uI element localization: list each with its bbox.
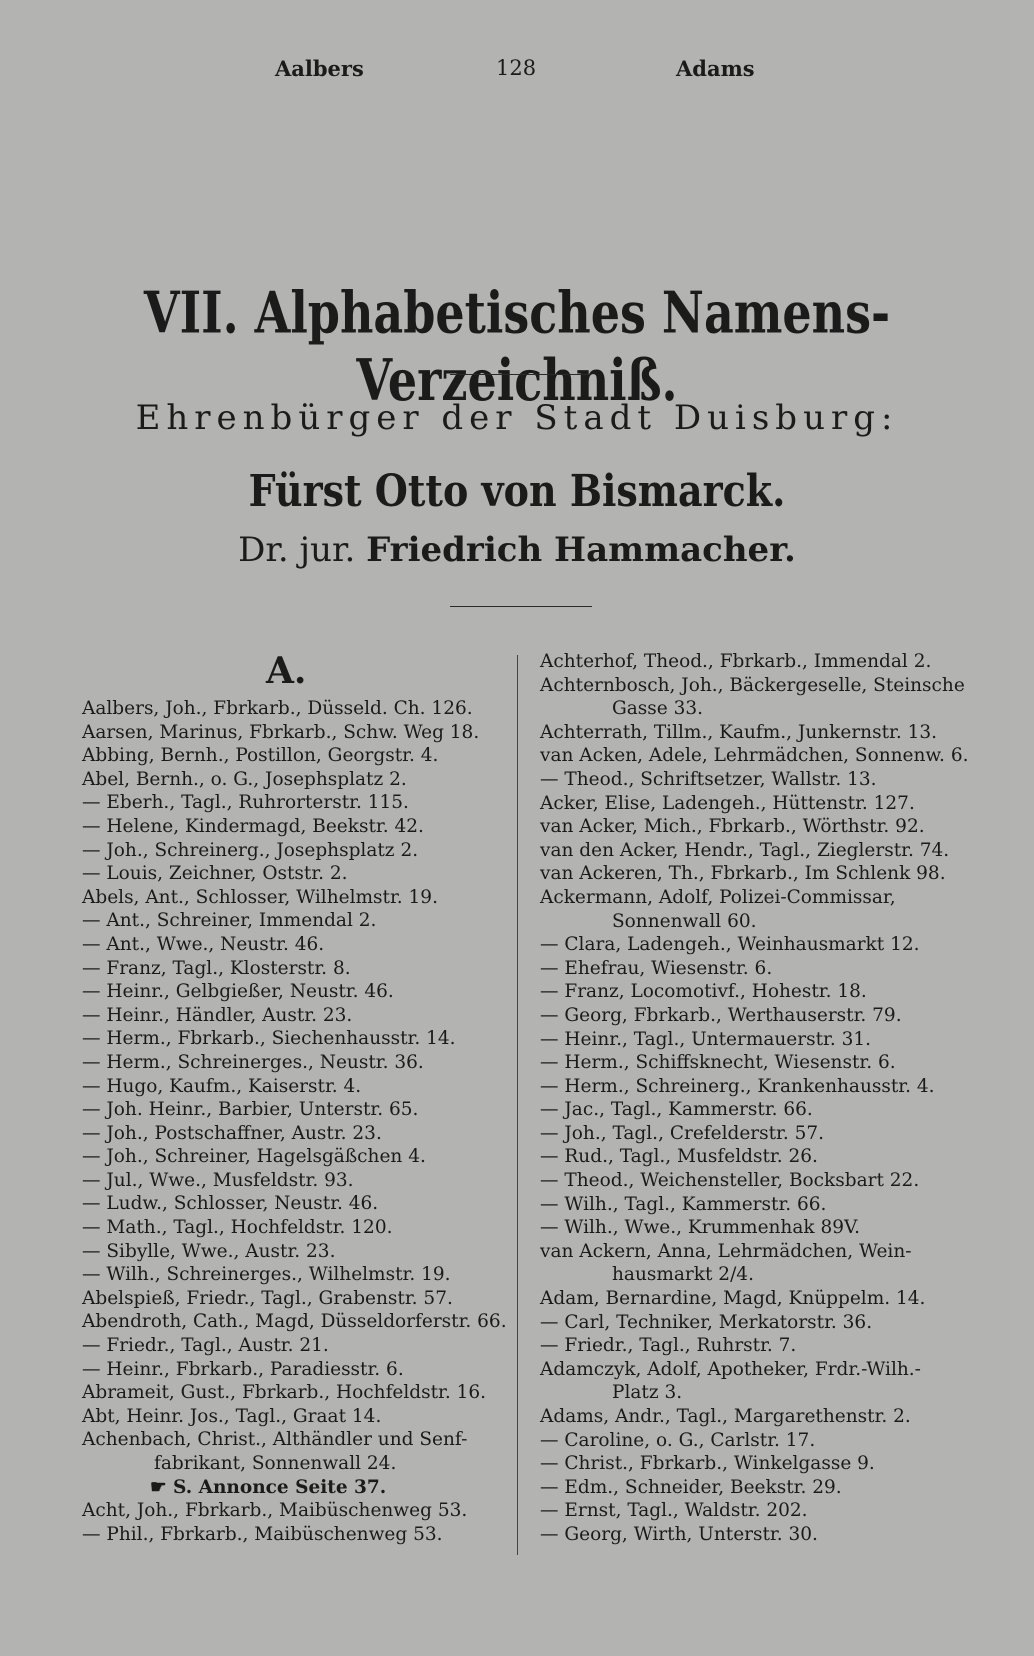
directory-entry: — Joh., Postschaffner, Austr. 23. — [82, 1122, 382, 1144]
directory-entry: — Caroline, o. G., Carlstr. 17. — [540, 1429, 816, 1451]
directory-entry: Aalbers, Joh., Fbrkarb., Düsseld. Ch. 126. — [82, 698, 473, 719]
directory-entry: — Wilh., Schreinerges., Wilhelmstr. 19. — [82, 1264, 451, 1286]
directory-entry: — Herm., Schreinerg., Krankenhausstr. 4. — [540, 1075, 935, 1097]
divider-rule — [450, 374, 590, 375]
directory-entry: — Heinr., Händler, Austr. 23. — [82, 1004, 353, 1026]
directory-entry: — Ant., Schreiner, Immendal 2. — [82, 910, 377, 932]
directory-entry: — Christ., Fbrkarb., Winkelgasse 9. — [540, 1453, 875, 1475]
directory-entry: van den Acker, Hendr., Tagl., Zieglerstr. 74. — [540, 839, 950, 861]
running-head-right: Adams — [676, 56, 755, 81]
directory-entry: — Wilh., Wwe., Krummenhak 89V. — [540, 1217, 861, 1239]
directory-entry: Abt, Heinr. Jos., Tagl., Graat 14. — [82, 1405, 382, 1427]
directory-entry: — Heinr., Tagl., Untermauerstr. 31. — [540, 1028, 872, 1050]
honorary-citizen-1: Fürst Otto von Bismarck. — [248, 464, 786, 517]
directory-entry: fabrikant, Sonnenwall 24. — [154, 1453, 397, 1474]
directory-entry: — Georg, Wirth, Unterstr. 30. — [540, 1523, 818, 1545]
directory-entry: — Friedr., Tagl., Ruhrstr. 7. — [540, 1335, 797, 1357]
directory-entry: — Hugo, Kaufm., Kaiserstr. 4. — [82, 1075, 362, 1097]
directory-entry: — Math., Tagl., Hochfeldstr. 120. — [82, 1217, 393, 1239]
directory-entry: Aarsen, Marinus, Fbrkarb., Schw. Weg 18. — [82, 721, 480, 743]
directory-entry: Achterrath, Tillm., Kaufm., Junkernstr. 13. — [540, 721, 938, 743]
directory-entry: — Phil., Fbrkarb., Maibüschenweg 53. — [82, 1523, 443, 1545]
directory-entry: — Jul., Wwe., Musfeldstr. 93. — [82, 1169, 354, 1191]
directory-entry: — Helene, Kindermagd, Beekstr. 42. — [82, 815, 424, 837]
directory-entry: van Acken, Adele, Lehrmädchen, Sonnenw. 6. — [540, 745, 969, 767]
directory-entry: — Heinr., Fbrkarb., Paradiesstr. 6. — [82, 1358, 404, 1380]
directory-entry: — Heinr., Gelbgießer, Neustr. 46. — [82, 981, 394, 1003]
directory-entry: — Herm., Schiffsknecht, Wiesenstr. 6. — [540, 1052, 896, 1074]
directory-entry: — Herm., Fbrkarb., Siechenhausstr. 14. — [82, 1028, 456, 1050]
directory-entry: Achenbach, Christ., Althändler und Senf- — [82, 1429, 468, 1451]
directory-entry: Abel, Bernh., o. G., Josephsplatz 2. — [82, 768, 407, 790]
directory-entry: — Louis, Zeichner, Oststr. 2. — [82, 863, 348, 885]
directory-entry: Abelspieß, Friedr., Tagl., Grabenstr. 57. — [82, 1287, 453, 1309]
directory-entry: — Ehefrau, Wiesenstr. 6. — [540, 957, 773, 979]
directory-entry: — Franz, Locomotivf., Hohestr. 18. — [540, 981, 867, 1003]
directory-entry: Abels, Ant., Schlosser, Wilhelmstr. 19. — [82, 886, 438, 908]
directory-entry: — Theod., Weichensteller, Bocksbart 22. — [540, 1170, 920, 1192]
letter-heading: A. — [266, 650, 307, 692]
directory-entry: Gasse 33. — [612, 698, 704, 720]
directory-entry: — Rud., Tagl., Musfeldstr. 26. — [540, 1146, 818, 1168]
section-title: VII. Alphabetisches Namens-Verzeichniß. — [143, 278, 891, 414]
running-head — [0, 56, 1034, 86]
directory-entry: Abendroth, Cath., Magd, Düsseldorferstr. 66. — [82, 1311, 507, 1333]
running-head-left: Aalbers — [275, 56, 364, 81]
left-column — [82, 697, 512, 1546]
directory-entry: — Theod., Schriftsetzer, Wallstr. 13. — [540, 768, 877, 790]
directory-entry: Adams, Andr., Tagl., Margarethenstr. 2. — [540, 1406, 911, 1427]
directory-entry: Abbing, Bernh., Postillon, Georgstr. 4. — [82, 745, 439, 767]
annonce-note: ☛ S. Annonce Seite 37. — [150, 1476, 387, 1498]
directory-entry: — Joh., Schreinerg., Josephsplatz 2. — [82, 839, 419, 861]
directory-entry: — Ant., Wwe., Neustr. 46. — [82, 933, 325, 955]
honorary-citizen-2 — [0, 530, 1034, 570]
directory-entry: van Ackeren, Th., Fbrkarb., Im Schlenk 98. — [540, 863, 946, 885]
directory-entry: Achterhof, Theod., Fbrkarb., Immendal 2. — [540, 651, 932, 672]
directory-entry: Sonnenwall 60. — [612, 910, 757, 932]
directory-entry: — Franz, Tagl., Klosterstr. 8. — [82, 957, 351, 979]
directory-entry: Acker, Elise, Ladengeh., Hüttenstr. 127. — [540, 792, 915, 814]
divider-rule — [450, 606, 592, 607]
directory-entry: hausmarkt 2/4. — [612, 1264, 754, 1286]
directory-entry: Adamczyk, Adolf, Apotheker, Frdr.-Wilh.- — [540, 1358, 921, 1380]
directory-entry: Platz 3. — [612, 1382, 683, 1404]
directory-entry: van Ackern, Anna, Lehrmädchen, Wein- — [540, 1240, 912, 1262]
directory-entry: — Ernst, Tagl., Waldstr. 202. — [540, 1500, 808, 1522]
directory-entry: — Carl, Techniker, Merkatorstr. 36. — [540, 1311, 873, 1333]
column-divider — [517, 655, 518, 1555]
directory-entry: — Ludw., Schlosser, Neustr. 46. — [82, 1193, 379, 1215]
directory-entry: Adam, Bernardine, Magd, Knüppelm. 14. — [540, 1288, 926, 1310]
directory-entry: — Herm., Schreinerges., Neustr. 36. — [82, 1051, 424, 1073]
directory-entry: — Edm., Schneider, Beekstr. 29. — [540, 1476, 842, 1498]
right-column — [540, 650, 970, 1547]
page-number: 128 — [496, 56, 537, 80]
directory-entry: — Georg, Fbrkarb., Werthauserstr. 79. — [540, 1004, 902, 1026]
directory-entry: Achternbosch, Joh., Bäckergeselle, Steinsche — [540, 674, 965, 696]
directory-entry: — Sibylle, Wwe., Austr. 23. — [82, 1240, 336, 1262]
honorary-citizens-heading: Ehrenbürger der Stadt Duisburg: — [135, 398, 899, 438]
directory-entry: Ackermann, Adolf, Polizei-Commissar, — [540, 886, 896, 908]
directory-entry: — Wilh., Tagl., Kammerstr. 66. — [540, 1193, 827, 1215]
directory-entry: — Friedr., Tagl., Austr. 21. — [82, 1335, 329, 1357]
directory-entry: — Jac., Tagl., Kammerstr. 66. — [540, 1099, 813, 1121]
directory-entry: Abrameit, Gust., Fbrkarb., Hochfeldstr. 16. — [82, 1382, 487, 1404]
directory-entry: — Clara, Ladengeh., Weinhausmarkt 12. — [540, 934, 920, 956]
directory-entry: — Joh., Tagl., Crefelderstr. 57. — [540, 1122, 825, 1144]
directory-entry: — Joh., Schreiner, Hagelsgäßchen 4. — [82, 1146, 426, 1168]
directory-entry: — Joh. Heinr., Barbier, Unterstr. 65. — [82, 1099, 419, 1121]
directory-entry: Acht, Joh., Fbrkarb., Maibüschenweg 53. — [82, 1500, 468, 1522]
honorary-citizen-2-name: Friedrich Hammacher. — [366, 530, 796, 570]
honorary-title-prefix: Dr. jur. — [238, 530, 356, 570]
directory-entry: van Acker, Mich., Fbrkarb., Wörthstr. 92. — [540, 816, 925, 838]
directory-entry: — Eberh., Tagl., Ruhrorterstr. 115. — [82, 792, 409, 814]
